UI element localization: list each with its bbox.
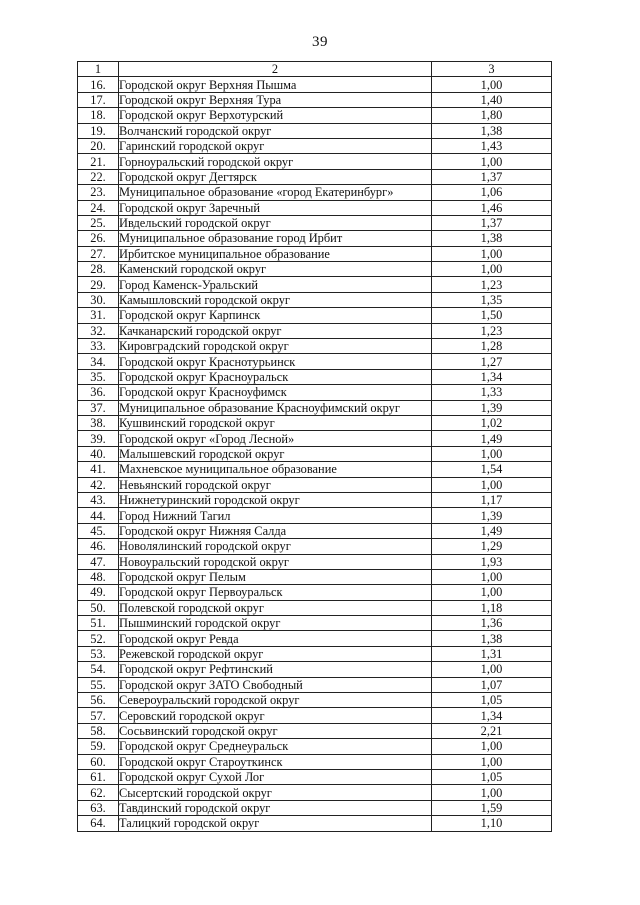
table-row	[78, 600, 552, 615]
table-row	[78, 431, 552, 446]
table-row	[78, 292, 552, 307]
row-number: 22.	[78, 169, 119, 184]
row-number: 24.	[78, 200, 119, 215]
row-number: 43.	[78, 492, 119, 507]
coefficient-value: 1,54	[432, 462, 552, 477]
municipality-name: Талицкий городской округ	[119, 816, 432, 831]
municipality-name: Серовский городской округ	[119, 708, 432, 723]
municipality-name: Муниципальное образование Красноуфимский округ	[119, 400, 432, 415]
table-row	[78, 569, 552, 584]
municipality-name: Каменский городской округ	[119, 262, 432, 277]
row-number: 19.	[78, 123, 119, 138]
row-number: 39.	[78, 431, 119, 446]
coefficient-value: 1,05	[432, 769, 552, 784]
coefficient-value: 1,00	[432, 246, 552, 261]
table-row	[78, 554, 552, 569]
row-number: 57.	[78, 708, 119, 723]
municipality-name: Городской округ Верхняя Пышма	[119, 77, 432, 92]
coefficient-value: 1,31	[432, 646, 552, 661]
coefficient-value: 1,35	[432, 292, 552, 307]
municipality-name: Городской округ Староуткинск	[119, 754, 432, 769]
table-row	[78, 662, 552, 677]
table-row	[78, 185, 552, 200]
municipality-name: Городской округ Верхняя Тура	[119, 92, 432, 107]
coefficient-value: 1,00	[432, 77, 552, 92]
municipality-name: Североуральский городской округ	[119, 693, 432, 708]
municipality-name: Новолялинский городской округ	[119, 539, 432, 554]
table-row	[78, 477, 552, 492]
row-number: 41.	[78, 462, 119, 477]
coefficient-value: 1,00	[432, 569, 552, 584]
coefficient-value: 1,34	[432, 369, 552, 384]
row-number: 61.	[78, 769, 119, 784]
row-number: 38.	[78, 415, 119, 430]
coefficient-value: 1,34	[432, 708, 552, 723]
table-row	[78, 385, 552, 400]
table-row	[78, 816, 552, 831]
column-header-number: 1	[78, 62, 119, 77]
table-row	[78, 231, 552, 246]
coefficient-value: 1,39	[432, 400, 552, 415]
column-header-name: 2	[119, 62, 432, 77]
table-body	[78, 77, 552, 831]
coefficient-value: 1,93	[432, 554, 552, 569]
row-number: 64.	[78, 816, 119, 831]
row-number: 33.	[78, 339, 119, 354]
municipality-name: Ивдельский городской округ	[119, 215, 432, 230]
table-row	[78, 77, 552, 92]
municipality-name: Городской округ Сухой Лог	[119, 769, 432, 784]
table-row	[78, 246, 552, 261]
coefficient-value: 1,05	[432, 693, 552, 708]
row-number: 37.	[78, 400, 119, 415]
row-number: 45.	[78, 523, 119, 538]
row-number: 35.	[78, 369, 119, 384]
coefficient-value: 1,37	[432, 169, 552, 184]
row-number: 62.	[78, 785, 119, 800]
municipality-name: Городской округ Верхотурский	[119, 108, 432, 123]
table-row	[78, 92, 552, 107]
table-row	[78, 754, 552, 769]
municipality-name: Полевской городской округ	[119, 600, 432, 615]
table-row	[78, 123, 552, 138]
municipality-name: Городской округ «Город Лесной»	[119, 431, 432, 446]
row-number: 42.	[78, 477, 119, 492]
coefficient-value: 1,23	[432, 323, 552, 338]
table-row	[78, 154, 552, 169]
municipality-name: Городской округ Заречный	[119, 200, 432, 215]
coefficient-value: 1,40	[432, 92, 552, 107]
coefficient-value: 1,36	[432, 616, 552, 631]
table-row	[78, 769, 552, 784]
municipality-name: Малышевский городской округ	[119, 446, 432, 461]
row-number: 55.	[78, 677, 119, 692]
table-row	[78, 369, 552, 384]
table-row	[78, 308, 552, 323]
row-number: 63.	[78, 800, 119, 815]
municipality-name: Городской округ Дегтярск	[119, 169, 432, 184]
municipality-name: Новоуральский городской округ	[119, 554, 432, 569]
table-row	[78, 262, 552, 277]
coefficients-table	[77, 61, 552, 832]
row-number: 50.	[78, 600, 119, 615]
row-number: 16.	[78, 77, 119, 92]
table-row	[78, 400, 552, 415]
municipality-name: Муниципальное образование город Ирбит	[119, 231, 432, 246]
row-number: 36.	[78, 385, 119, 400]
coefficient-value: 1,00	[432, 446, 552, 461]
row-number: 32.	[78, 323, 119, 338]
row-number: 46.	[78, 539, 119, 554]
municipality-name: Городской округ Нижняя Салда	[119, 523, 432, 538]
coefficient-value: 1,49	[432, 431, 552, 446]
municipality-name: Гаринский городской округ	[119, 138, 432, 153]
municipality-name: Пышминский городской округ	[119, 616, 432, 631]
coefficient-value: 1,17	[432, 492, 552, 507]
coefficient-value: 1,37	[432, 215, 552, 230]
coefficient-value: 1,80	[432, 108, 552, 123]
table-row	[78, 677, 552, 692]
municipality-name: Волчанский городской округ	[119, 123, 432, 138]
row-number: 60.	[78, 754, 119, 769]
coefficient-value: 1,46	[432, 200, 552, 215]
row-number: 49.	[78, 585, 119, 600]
row-number: 40.	[78, 446, 119, 461]
coefficient-value: 1,59	[432, 800, 552, 815]
municipality-name: Городской округ Среднеуральск	[119, 739, 432, 754]
table-row	[78, 693, 552, 708]
row-number: 18.	[78, 108, 119, 123]
table-row	[78, 138, 552, 153]
table-row	[78, 785, 552, 800]
coefficient-value: 1,00	[432, 754, 552, 769]
table-row	[78, 446, 552, 461]
row-number: 34.	[78, 354, 119, 369]
table-row	[78, 723, 552, 738]
coefficient-value: 1,39	[432, 508, 552, 523]
table-row	[78, 215, 552, 230]
row-number: 30.	[78, 292, 119, 307]
municipality-name: Городской округ Красноуфимск	[119, 385, 432, 400]
table-row	[78, 108, 552, 123]
table-row	[78, 631, 552, 646]
column-header-value: 3	[432, 62, 552, 77]
municipality-name: Город Каменск-Уральский	[119, 277, 432, 292]
table-row	[78, 585, 552, 600]
municipality-name: Сысертский городской округ	[119, 785, 432, 800]
table-row	[78, 462, 552, 477]
table-row	[78, 277, 552, 292]
row-number: 23.	[78, 185, 119, 200]
coefficient-value: 1,50	[432, 308, 552, 323]
row-number: 51.	[78, 616, 119, 631]
municipality-name: Качканарский городской округ	[119, 323, 432, 338]
row-number: 59.	[78, 739, 119, 754]
row-number: 27.	[78, 246, 119, 261]
table-row	[78, 539, 552, 554]
municipality-name: Городской округ Краснотурьинск	[119, 354, 432, 369]
table-row	[78, 200, 552, 215]
municipality-name: Махневское муниципальное образование	[119, 462, 432, 477]
table-row	[78, 354, 552, 369]
municipality-name: Горноуральский городской округ	[119, 154, 432, 169]
table-row	[78, 339, 552, 354]
coefficient-value: 1,38	[432, 123, 552, 138]
municipality-name: Ирбитское муниципальное образование	[119, 246, 432, 261]
coefficient-value: 1,07	[432, 677, 552, 692]
table-row	[78, 523, 552, 538]
municipality-name: Нижнетуринский городской округ	[119, 492, 432, 507]
coefficient-value: 1,28	[432, 339, 552, 354]
coefficient-value: 1,49	[432, 523, 552, 538]
coefficient-value: 1,10	[432, 816, 552, 831]
coefficient-value: 1,00	[432, 662, 552, 677]
table-row	[78, 492, 552, 507]
coefficient-value: 1,00	[432, 262, 552, 277]
coefficient-value: 2,21	[432, 723, 552, 738]
row-number: 52.	[78, 631, 119, 646]
coefficient-value: 1,00	[432, 785, 552, 800]
coefficient-value: 1,00	[432, 477, 552, 492]
municipality-name: Невьянский городской округ	[119, 477, 432, 492]
municipality-name: Городской округ Рефтинский	[119, 662, 432, 677]
municipality-name: Сосьвинский городской округ	[119, 723, 432, 738]
row-number: 17.	[78, 92, 119, 107]
row-number: 31.	[78, 308, 119, 323]
coefficient-value: 1,06	[432, 185, 552, 200]
page-number: 39	[312, 34, 328, 50]
municipality-name: Камышловский городской округ	[119, 292, 432, 307]
table-row	[78, 169, 552, 184]
coefficient-value: 1,38	[432, 231, 552, 246]
municipality-name: Городской округ Карпинск	[119, 308, 432, 323]
table-row	[78, 616, 552, 631]
coefficient-value: 1,38	[432, 631, 552, 646]
table-row	[78, 800, 552, 815]
coefficient-value: 1,23	[432, 277, 552, 292]
coefficient-value: 1,33	[432, 385, 552, 400]
table-row	[78, 415, 552, 430]
municipality-name: Городской округ Пелым	[119, 569, 432, 584]
row-number: 47.	[78, 554, 119, 569]
row-number: 20.	[78, 138, 119, 153]
municipality-name: Город Нижний Тагил	[119, 508, 432, 523]
municipality-name: Городской округ Ревда	[119, 631, 432, 646]
municipality-name: Городской округ ЗАТО Свободный	[119, 677, 432, 692]
coefficient-value: 1,02	[432, 415, 552, 430]
municipality-name: Муниципальное образование «город Екатеринбург»	[119, 185, 432, 200]
row-number: 29.	[78, 277, 119, 292]
municipality-name: Городской округ Красноуральск	[119, 369, 432, 384]
coefficient-value: 1,00	[432, 154, 552, 169]
row-number: 28.	[78, 262, 119, 277]
municipality-name: Кушвинский городской округ	[119, 415, 432, 430]
row-number: 44.	[78, 508, 119, 523]
coefficient-value: 1,27	[432, 354, 552, 369]
row-number: 48.	[78, 569, 119, 584]
coefficient-value: 1,00	[432, 739, 552, 754]
municipality-name: Кировградский городской округ	[119, 339, 432, 354]
table-row	[78, 708, 552, 723]
coefficient-value: 1,43	[432, 138, 552, 153]
table-row	[78, 739, 552, 754]
row-number: 58.	[78, 723, 119, 738]
municipality-name: Режевской городской округ	[119, 646, 432, 661]
row-number: 25.	[78, 215, 119, 230]
coefficient-value: 1,29	[432, 539, 552, 554]
row-number: 54.	[78, 662, 119, 677]
table-row	[78, 323, 552, 338]
row-number: 26.	[78, 231, 119, 246]
coefficient-value: 1,18	[432, 600, 552, 615]
row-number: 21.	[78, 154, 119, 169]
municipality-name: Тавдинский городской округ	[119, 800, 432, 815]
table-header-row	[78, 62, 552, 77]
table-row	[78, 646, 552, 661]
coefficient-value: 1,00	[432, 585, 552, 600]
row-number: 56.	[78, 693, 119, 708]
municipality-name: Городской округ Первоуральск	[119, 585, 432, 600]
table-row	[78, 508, 552, 523]
row-number: 53.	[78, 646, 119, 661]
